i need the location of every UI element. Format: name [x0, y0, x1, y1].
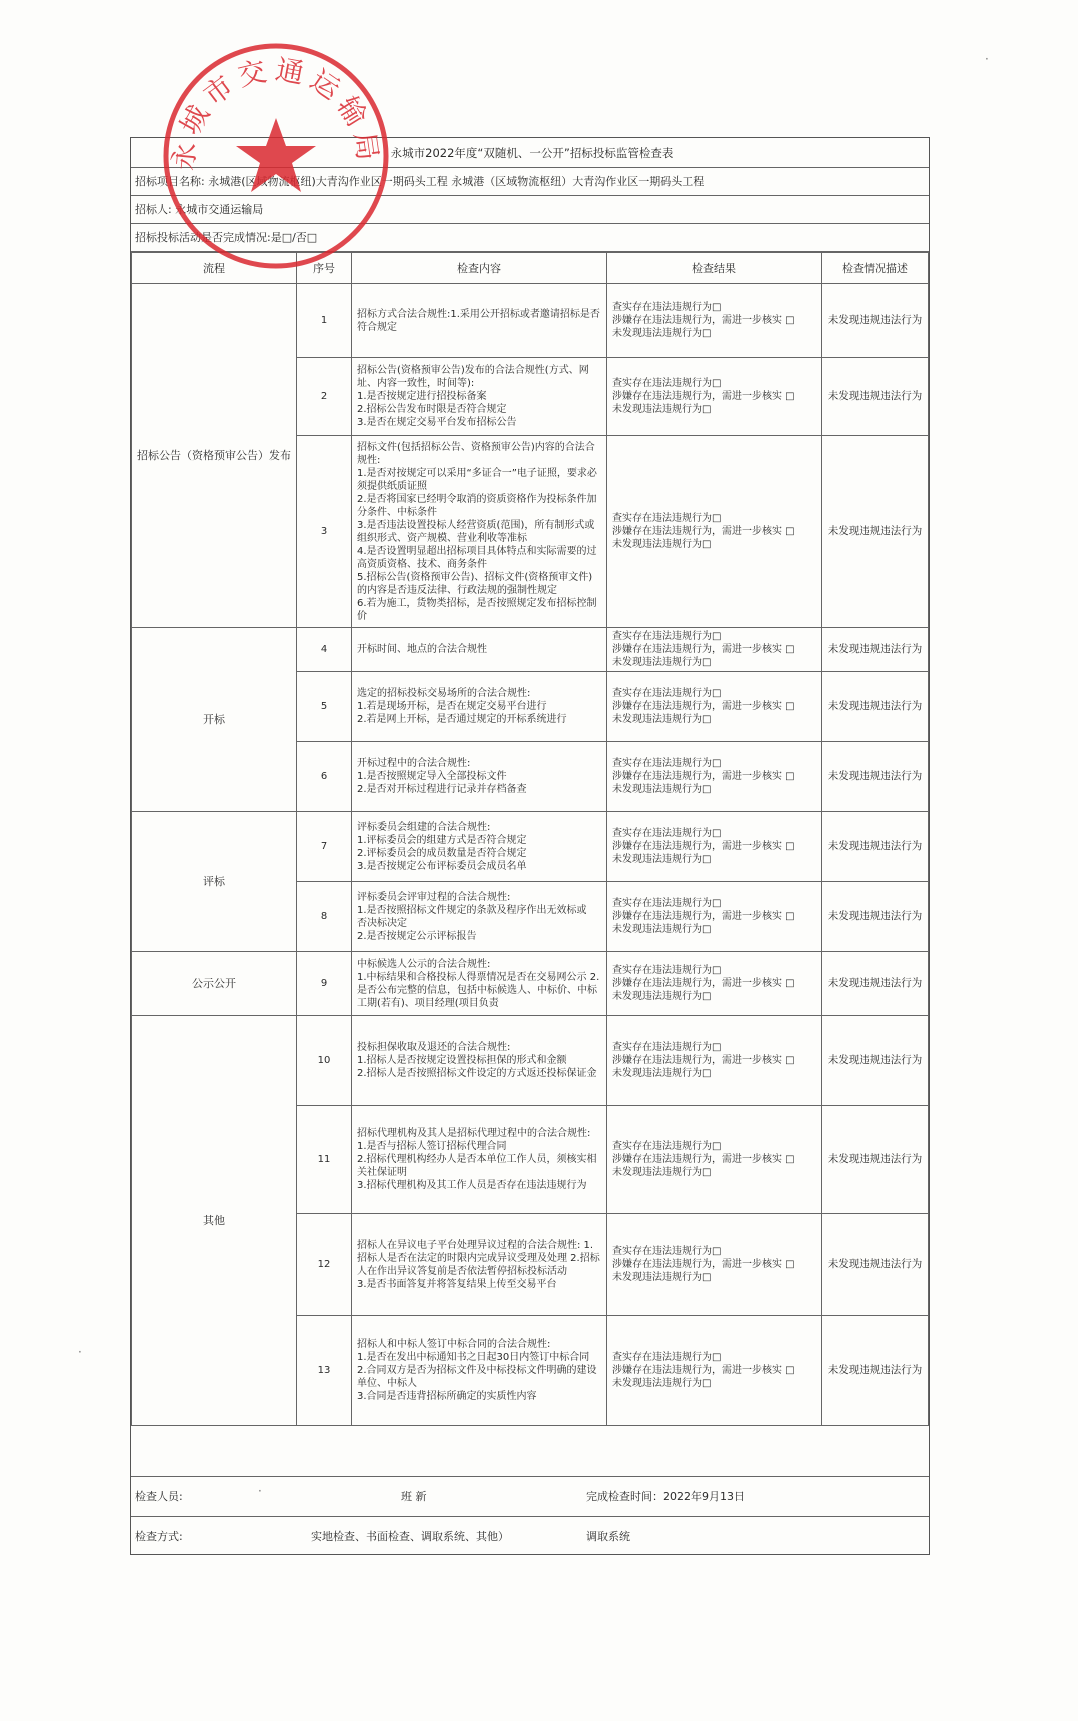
content-line: 评标委员会评审过程的合法合规性:: [357, 891, 511, 903]
inspector-label: 检查人员:: [135, 1490, 183, 1503]
content-line: 2.招标代理机构经办人是否本单位工作人员，须核实相关社保证明: [357, 1154, 597, 1178]
result-option: 查实存在违法违规行为□: [612, 302, 722, 313]
result-option: 涉嫌存在违法违规行为，需进一步核实 □: [612, 315, 795, 326]
scan-mark: ·: [985, 52, 989, 66]
result-option: 涉嫌存在违法违规行为，需进一步核实 □: [612, 911, 795, 922]
check-description: 未发现违规违法行为: [822, 436, 929, 628]
result-option: 查实存在违法违规行为□: [612, 378, 722, 389]
result-option: 查实存在违法违规行为□: [612, 513, 722, 524]
completion-time: 完成检查时间：2022年9月13日: [586, 1490, 745, 1503]
result-option: 未发现违法违规行为□: [612, 784, 712, 795]
result-option: 查实存在违法违规行为□: [612, 898, 722, 909]
result-option: 未发现违法违规行为□: [612, 854, 712, 865]
result-option: 涉嫌存在违法违规行为，需进一步核实 □: [612, 526, 795, 537]
content-line: 1.若是现场开标，是否在规定交易平台进行: [357, 701, 547, 712]
check-result: [607, 952, 822, 1016]
result-option: 未发现违法违规行为□: [612, 539, 712, 550]
row-number: 2: [297, 358, 352, 436]
scan-mark: ·: [78, 1345, 82, 1359]
row-number: 1: [297, 284, 352, 358]
check-content: [352, 436, 607, 628]
result-option: 涉嫌存在违法违规行为，需进一步核实 □: [612, 1365, 795, 1376]
content-line: 否决标决定: [357, 917, 407, 929]
check-result: [607, 812, 822, 882]
result-option: 涉嫌存在违法违规行为，需进一步核实 □: [612, 978, 795, 989]
row-number: 3: [297, 436, 352, 628]
check-result: [607, 672, 822, 742]
result-option: 未发现违法违规行为□: [612, 657, 712, 668]
result-option: 未发现违法违规行为□: [612, 1272, 712, 1283]
check-result: [607, 436, 822, 628]
check-description: 未发现违规违法行为: [822, 1106, 929, 1214]
content-line: 1.招标人是否按规定设置投标担保的形式和金额: [357, 1055, 567, 1066]
check-content: [352, 1016, 607, 1106]
check-content: [352, 1106, 607, 1214]
check-description: 未发现违规违法行为: [822, 1214, 929, 1316]
check-content: [352, 672, 607, 742]
check-table: [131, 252, 929, 1426]
result-option: 涉嫌存在违法违规行为，需进一步核实 □: [612, 644, 795, 655]
content-line: 3.是否书面答复并将答复结果上传至交易平台: [357, 1278, 557, 1290]
header-stage: 流程: [132, 253, 297, 284]
row-number: 8: [297, 882, 352, 952]
content-line: 1.中标结果和合格投标人得票情况是否在交易网公示 2.是否公布完整的信息，包括中标候选人、中标价、中标工期(若有)、项目经理(项目负责: [357, 971, 600, 1009]
content-line: 2.是否将国家已经明令取消的资质资格作为投标条件加分条件、中标条件: [357, 493, 597, 518]
content-line: 招标文件(包括招标公告、资格预审公告)内容的合法合规性:: [357, 441, 595, 466]
content-line: 招标人在异议电子平台处理异议过程的合法合规性: 1.招标人是否在法定的时限内完成异议受理及处理 2.招标人在作出异议答复前是否依法暂停招标投标活动: [357, 1239, 600, 1277]
check-description: 未发现违规违法行为: [822, 284, 929, 358]
result-option: 涉嫌存在违法违规行为，需进一步核实 □: [612, 1154, 795, 1165]
content-line: 1.是否按照规定导入全部投标文件: [357, 771, 507, 782]
result-option: 涉嫌存在违法违规行为，需进一步核实 □: [612, 1055, 795, 1066]
row-number: 5: [297, 672, 352, 742]
official-seal: [160, 40, 392, 272]
method-label: 检查方式:: [135, 1530, 183, 1543]
result-option: 查实存在违法违规行为□: [612, 965, 722, 976]
check-result: [607, 1214, 822, 1316]
check-content: [352, 812, 607, 882]
check-result: [607, 742, 822, 812]
svg-text:永城市交通运输局: 永城市交通运输局: [166, 52, 386, 172]
check-description: 未发现违规违法行为: [822, 1316, 929, 1426]
check-result: [607, 1016, 822, 1106]
tenderee-value: 永城市交通运输局: [175, 203, 264, 216]
content-line: 2.合同双方是否为招标文件及中标投标文件明确的建设单位、中标人: [357, 1365, 597, 1389]
check-content: [352, 358, 607, 436]
check-description: 未发现违规违法行为: [822, 812, 929, 882]
content-line: 6.若为施工，货物类招标，是否按照规定发布招标控制价: [357, 597, 597, 622]
result-option: 涉嫌存在违法违规行为，需进一步核实 □: [612, 391, 795, 402]
row-number: 10: [297, 1016, 352, 1106]
result-option: 查实存在违法违规行为□: [612, 1042, 722, 1053]
method-options: 实地检查、书面检查、调取系统、其他）: [311, 1530, 509, 1543]
result-option: 查实存在违法违规行为□: [612, 631, 722, 642]
table-row: [132, 952, 929, 1016]
check-result: [607, 358, 822, 436]
content-line: 1.是否在发出中标通知书之日起30日内签订中标合同: [357, 1352, 590, 1363]
result-option: 查实存在违法违规行为□: [612, 1352, 722, 1363]
row-number: 6: [297, 742, 352, 812]
check-description: 未发现违规违法行为: [822, 952, 929, 1016]
result-option: 未发现违法违规行为□: [612, 1167, 712, 1178]
row-number: 11: [297, 1106, 352, 1214]
header-description: 检查情况描述: [822, 253, 929, 284]
content-line: 2.招标人是否按照招标文件设定的方式返还投标保证金: [357, 1068, 597, 1079]
check-content: [352, 882, 607, 952]
result-option: 未发现违法违规行为□: [612, 328, 712, 339]
content-line: 1.评标委员会的组建方式是否符合规定: [357, 834, 527, 846]
check-content: [352, 1316, 607, 1426]
tenderee-label: 招标人:: [135, 203, 172, 216]
content-line: 2.招标公告发布时限是否符合规定: [357, 404, 507, 415]
check-content: [352, 628, 607, 672]
content-line: 1.是否按规定进行招投标备案: [357, 391, 487, 402]
check-description: 未发现违规违法行为: [822, 628, 929, 672]
result-option: 查实存在违法违规行为□: [612, 1141, 722, 1152]
content-line: 3.招标代理机构及其工作人员是否存在违法违规行为: [357, 1180, 587, 1191]
check-result: [607, 284, 822, 358]
content-line: 3.是否在规定交易平台发布招标公告: [357, 417, 517, 428]
check-content: [352, 1214, 607, 1316]
check-result: [607, 628, 822, 672]
check-result: [607, 882, 822, 952]
check-content: [352, 952, 607, 1016]
content-line: 开标时间、地点的合法合规性: [357, 644, 487, 655]
inspector-value: 班 新: [401, 1490, 427, 1503]
result-option: 查实存在违法违规行为□: [612, 688, 722, 699]
row-number: 4: [297, 628, 352, 672]
project-name-value: 永城港(区域物流枢纽)大青沟作业区一期码头工程 永城港（区域物流枢纽）大青沟作业区一期码头工程: [208, 175, 705, 188]
stage-cell: 招标公告（资格预审公告）发布: [132, 284, 297, 628]
content-line: 3.是否违法设置投标人经营资质(范围)，所有制形式或组织形式、资产规模、营业利收等准标: [357, 519, 595, 544]
inspector-row: [131, 1476, 929, 1517]
result-option: 未发现违法违规行为□: [612, 924, 712, 935]
check-description: 未发现违规违法行为: [822, 358, 929, 436]
check-result: [607, 1316, 822, 1426]
seal-star-icon: [236, 118, 316, 192]
content-line: 2.评标委员会的成员数量是否符合规定: [357, 847, 527, 859]
result-option: 查实存在违法违规行为□: [612, 1246, 722, 1257]
content-line: 1.是否对按规定可以采用“多证合一”电子证照，要求必须提供纸质证照: [357, 467, 597, 492]
result-option: 查实存在违法违规行为□: [612, 828, 722, 839]
inspection-form: [130, 137, 930, 1555]
table-row: [132, 812, 929, 882]
row-number: 7: [297, 812, 352, 882]
content-line: 1.是否按照招标文件规定的条款及程序作出无效标或: [357, 904, 587, 916]
result-option: 未发现违法违规行为□: [612, 1068, 712, 1079]
stage-cell: 评标: [132, 812, 297, 952]
stage-cell: 公示公开: [132, 952, 297, 1016]
content-line: 2.是否对开标过程进行记录并存档备查: [357, 784, 527, 795]
content-line: 招标人和中标人签订中标合同的合法合规性:: [357, 1339, 551, 1350]
result-option: 未发现违法违规行为□: [612, 714, 712, 725]
check-content: [352, 284, 607, 358]
check-content: [352, 742, 607, 812]
scan-mark: ·: [258, 1484, 262, 1498]
content-line: 中标候选人公示的合法合规性:: [357, 958, 491, 970]
check-description: 未发现违规违法行为: [822, 742, 929, 812]
content-line: 5.招标公告(资格预审公告)、招标文件(资格预审文件)的内容是否违反法律、行政法规的强制性规定: [357, 571, 593, 596]
result-option: 涉嫌存在违法违规行为，需进一步核实 □: [612, 771, 795, 782]
check-description: 未发现违规违法行为: [822, 882, 929, 952]
table-row: [132, 284, 929, 358]
check-description: 未发现违规违法行为: [822, 672, 929, 742]
stage-cell: 其他: [132, 1016, 297, 1426]
row-number: 9: [297, 952, 352, 1016]
content-line: 开标过程中的合法合规性:: [357, 758, 471, 769]
completion-status: 招标投标活动是否完成情况:是□/否□: [131, 224, 929, 252]
row-number: 13: [297, 1316, 352, 1426]
header-no: 序号: [297, 253, 352, 284]
content-line: 4.是否设置明显超出招标项目具体特点和实际需要的过高资质资格、技术、商务条件: [357, 545, 597, 570]
content-line: 选定的招标投标交易场所的合法合规性:: [357, 688, 531, 699]
content-line: 2.是否按规定公示评标报告: [357, 930, 477, 942]
result-option: 未发现违法违规行为□: [612, 991, 712, 1002]
content-line: 招标公告(资格预审公告)发布的合法合规性(方式、网址、内容一致性，时间等):: [357, 365, 589, 389]
project-name-label: 招标项目名称:: [135, 175, 205, 188]
table-row: [132, 628, 929, 672]
result-option: 涉嫌存在违法违规行为，需进一步核实 □: [612, 1259, 795, 1270]
check-description: 未发现违规违法行为: [822, 1016, 929, 1106]
method-value: 调取系统: [586, 1530, 630, 1543]
header-content: 检查内容: [352, 253, 607, 284]
content-line: 评标委员会组建的合法合规性:: [357, 821, 491, 833]
form-title: 永城市2022年度“双随机、一公开”招标投标监管检查表: [131, 138, 929, 168]
check-result: [607, 1106, 822, 1214]
stage-cell: 开标: [132, 628, 297, 812]
content-line: 3.合同是否违背招标所确定的实质性内容: [357, 1391, 537, 1402]
result-option: 涉嫌存在违法违规行为，需进一步核实 □: [612, 701, 795, 712]
result-option: 未发现违法违规行为□: [612, 1378, 712, 1389]
content-line: 招标方式合法合规性:1.采用公开招标或者邀请招标是否符合规定: [357, 308, 600, 333]
content-line: 招标代理机构及其人是招标代理过程中的合法合规性: 1.是否与招标人签订招标代理合同: [357, 1128, 591, 1152]
table-row: [132, 1016, 929, 1106]
content-line: 3.是否按规定公布评标委员会成员名单: [357, 860, 527, 872]
content-line: 投标担保收取及退还的合法合规性:: [357, 1042, 511, 1053]
result-option: 涉嫌存在违法违规行为，需进一步核实 □: [612, 841, 795, 852]
header-result: 检查结果: [607, 253, 822, 284]
row-number: 12: [297, 1214, 352, 1316]
result-option: 查实存在违法违规行为□: [612, 758, 722, 769]
result-option: 未发现违法违规行为□: [612, 404, 712, 415]
method-row: [131, 1516, 929, 1557]
content-line: 2.若是网上开标，是否通过规定的开标系统进行: [357, 714, 567, 725]
